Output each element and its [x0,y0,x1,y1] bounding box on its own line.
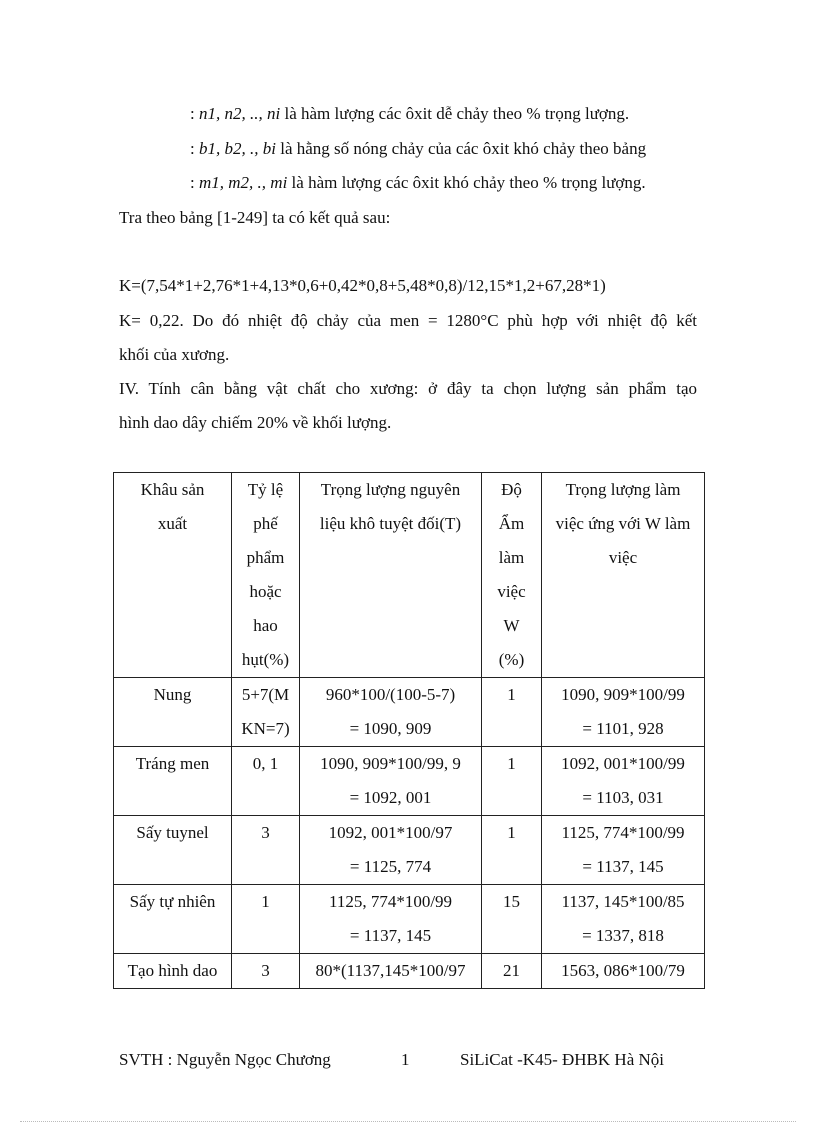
k-result-line: K= 0,22. Do đó nhiệt độ chảy của men = 1280°C phù hợp với nhiệt độ kết [119,311,697,330]
cell-line: 21 [503,961,520,980]
cell-line: 1 [507,754,516,773]
cell-line: 1 [507,823,516,842]
table-cell [300,885,482,954]
cell-line: Nung [153,685,192,704]
cell-line: Trọng lượng nguyên [320,480,461,499]
cell-line: 3 [261,823,270,842]
cell-line: làm [498,548,525,567]
cell-line: 1137, 145*100/85 [561,892,685,911]
cell-line: KN=7) [241,719,290,738]
cell-line: = 1137, 145 [349,926,432,945]
cell-line: việc [608,548,638,567]
definition-m: : m1, m2, ., mi là hàm lượng các ôxit khó chảy theo % trọng lượng. [190,173,646,192]
table-cell [114,747,232,816]
cell-line: hoặc [249,582,282,601]
cell-line: Độ [501,480,522,499]
table-cell [542,816,705,885]
table-cell [482,678,542,747]
table-header-row [114,473,705,678]
section-iv-line-2: hình dao dây chiếm 20% về khối lượng. [119,413,392,432]
cell-line: xuất [157,514,188,533]
cell-line: = 1090, 909 [349,719,432,738]
k-result-line-2: khối của xương. [119,345,230,364]
table-cell [300,954,482,989]
lookup-line: Tra theo bảng [1-249] ta có kết quả sau: [119,208,391,227]
m-variables: m1, m2, ., mi [198,173,288,192]
cell-line: Tỷ lệ [247,480,284,499]
table-cell [542,885,705,954]
cell-line: liệu khô tuyệt đối(T) [319,514,462,533]
cell-line: 1092, 001*100/99 [561,754,685,773]
table-body [114,473,705,989]
table-cell [482,885,542,954]
cell-line: 1125, 774*100/99 [328,892,453,911]
cell-line: 1125, 774*100/99 [561,823,685,842]
table-row [114,747,705,816]
header-cell [300,473,482,678]
cell-line: 1 [261,892,270,911]
table-cell [300,678,482,747]
table-cell [300,816,482,885]
cell-line: Sấy tự nhiên [129,892,216,911]
cell-line: Tráng men [135,754,210,773]
table-cell [232,885,300,954]
table-cell [114,885,232,954]
header-cell [542,473,705,678]
cell-line: Ẩm [498,514,525,533]
table-cell [232,678,300,747]
cell-line: Trọng lượng làm [565,480,681,499]
table-row [114,954,705,989]
cell-line: = 1101, 928 [582,719,664,738]
table-cell [114,954,232,989]
cell-line: = 1125, 774 [349,857,432,876]
table-cell [114,816,232,885]
table-row [114,678,705,747]
header-cell [232,473,300,678]
table-cell [482,747,542,816]
cell-line: 0, 1 [252,754,279,773]
cell-line: Sấy tuynel [136,823,209,842]
n-variables: n1, n2, .., ni [198,104,281,123]
page-bottom-border [20,1121,796,1122]
cell-line: 1090, 909*100/99, 9 [320,754,461,773]
cell-line: 5+7(M [241,685,290,704]
cell-line: = 1103, 031 [582,788,664,807]
table-cell [300,747,482,816]
table-cell [232,816,300,885]
table-cell [542,678,705,747]
cell-line: (%) [498,650,525,669]
cell-line: Khâu sản [140,480,205,499]
formula-line: K=(7,54*1+2,76*1+4,13*0,6+0,42*0,8+5,48*0,8)/12,15*1,2+67,28*1) [119,276,606,295]
cell-line: 15 [503,892,520,911]
table-cell [232,954,300,989]
cell-line: hụt(%) [241,650,290,669]
footer-organization: SiLiCat -K45- ĐHBK Hà Nội [460,1050,664,1069]
b-variables: b1, b2, ., bi [198,139,276,158]
cell-line: phế [253,514,278,533]
cell-line: hao [253,616,278,635]
cell-line: W [503,616,520,635]
cell-line: Tạo hình dao [127,961,218,980]
cell-line: 1092, 001*100/97 [328,823,453,842]
material-balance-table [113,472,705,989]
cell-line: 1 [507,685,516,704]
cell-line: việc ứng với W làm [555,514,691,533]
header-cell [482,473,542,678]
table-cell [114,678,232,747]
definition-b: : b1, b2, ., bi là hằng số nóng chảy của các ôxit khó chảy theo bảng [190,139,647,158]
cell-line: 1563, 086*100/79 [561,961,685,980]
cell-line: = 1137, 145 [582,857,664,876]
table-cell [482,954,542,989]
cell-line: = 1092, 001 [349,788,432,807]
table-row [114,885,705,954]
definition-n: : n1, n2, .., ni là hàm lượng các ôxit dễ chảy theo % trọng lượng. [190,104,630,123]
header-cell [114,473,232,678]
cell-line: phẩm [246,548,285,567]
table-cell [542,954,705,989]
cell-line: 80*(1137,145*100/97 [315,961,466,980]
table-row [114,816,705,885]
table-cell [542,747,705,816]
cell-line: 960*100/(100-5-7) [325,685,456,704]
footer-author: SVTH : Nguyễn Ngọc Chương [119,1050,331,1069]
table-cell [232,747,300,816]
cell-line: việc [497,582,526,601]
cell-line: 1090, 909*100/99 [561,685,685,704]
cell-line: 3 [261,961,270,980]
section-iv-heading: IV. Tính cân bằng vật chất cho xương: ở đây ta chọn lượng sản phẩm tạo [119,379,697,398]
footer-page-number: 1 [401,1050,410,1069]
cell-line: = 1337, 818 [582,926,664,945]
table-cell [482,816,542,885]
